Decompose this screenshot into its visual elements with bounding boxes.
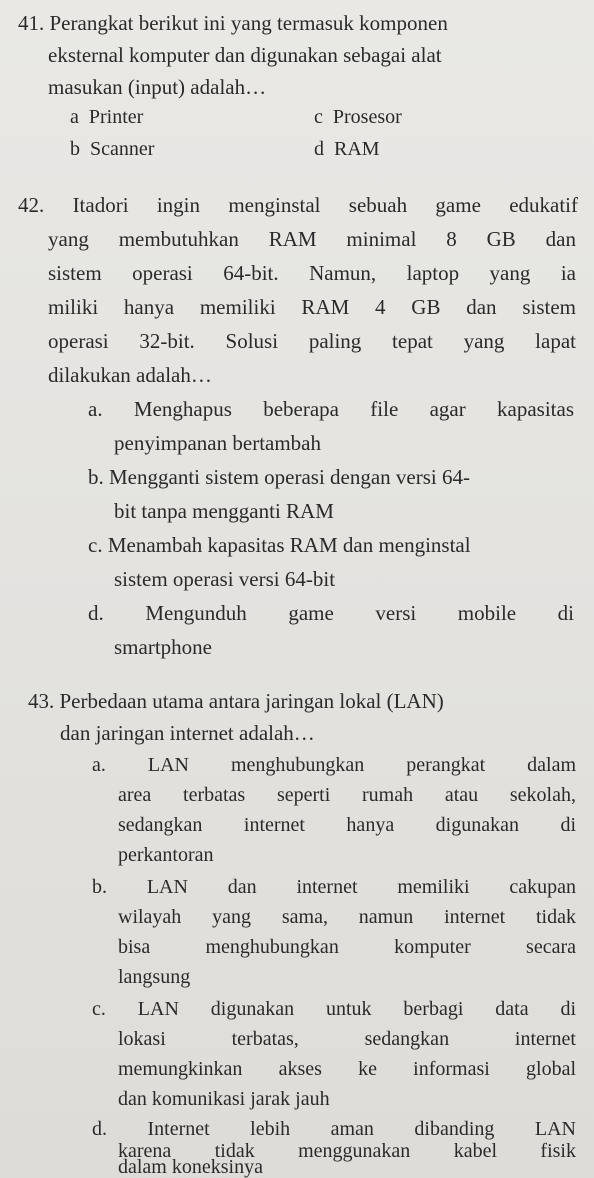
question-42-stem-line-4: miliki hanya memiliki RAM 4 GB dan sistem xyxy=(48,295,576,319)
question-42-stem-line-3: sistem operasi 64-bit. Namun, laptop yang ia xyxy=(48,261,576,285)
option-41-b: b Scanner xyxy=(70,138,155,160)
question-42-number: 42. xyxy=(18,193,45,217)
question-42-stem-line-6: dilakukan adalah… xyxy=(48,363,212,387)
option-41-a: a Printer xyxy=(70,106,144,128)
option-42-a-line-1: a. Menghapus beberapa file agar kapasitas xyxy=(88,397,574,421)
option-43-c-line-1: c. LAN digunakan untuk berbagi data di xyxy=(92,998,577,1020)
option-42-d-line-1: d. Mengunduh game versi mobile di xyxy=(88,601,574,625)
option-42-b-line-1: b. Mengganti sistem operasi dengan versi 64- xyxy=(88,465,470,489)
question-41-stem-line-1: 41. Perangkat berikut ini yang termasuk komponen xyxy=(18,11,448,35)
option-43-d-line-3: dalam koneksinya xyxy=(118,1156,263,1178)
option-43-b-line-3: bisa menghubungkan komputer secara xyxy=(118,936,576,958)
option-43-c-line-3: memungkinkan akses ke informasi global xyxy=(118,1058,576,1080)
question-43-stem-line-1: 43. Perbedaan utama antara jaringan lokal (LAN) xyxy=(28,689,444,713)
question-42-stem-line-1: 42. Itadori ingin menginstal sebuah game edukatif xyxy=(18,193,579,217)
option-43-a-line-1: a. LAN menghubungkan perangkat dalam xyxy=(92,754,576,776)
option-42-b-line-2: bit tanpa mengganti RAM xyxy=(114,499,334,523)
option-43-b-line-4: langsung xyxy=(118,966,191,988)
question-41-stem-line-2: eksternal komputer dan digunakan sebagai alat xyxy=(48,43,442,67)
option-43-c-line-2: lokasi terbatas, sedangkan internet xyxy=(118,1028,576,1050)
question-43-stem-line-2: dan jaringan internet adalah… xyxy=(60,721,315,745)
option-42-c-line-2: sistem operasi versi 64-bit xyxy=(114,567,336,591)
question-42-stem-line-2: yang membutuhkan RAM minimal 8 GB dan xyxy=(48,227,576,251)
question-41-stem-line-3: masukan (input) adalah… xyxy=(48,75,267,99)
option-43-b-line-2: wilayah yang sama, namun internet tidak xyxy=(118,906,576,928)
option-42-a-line-2: penyimpanan bertambah xyxy=(114,431,322,455)
question-43-number: 43. xyxy=(28,689,55,713)
option-43-c-line-4: dan komunikasi jarak jauh xyxy=(118,1088,330,1110)
option-41-d: d RAM xyxy=(314,138,380,160)
option-42-c-line-1: c. Menambah kapasitas RAM dan menginstal xyxy=(88,533,471,557)
question-41-number: 41. xyxy=(18,11,45,35)
option-43-a-line-4: perkantoran xyxy=(118,844,214,866)
option-43-a-line-2: area terbatas seperti rumah atau sekolah, xyxy=(118,784,576,806)
option-41-c: c Prosesor xyxy=(314,106,402,128)
option-43-d-line-1: d. Internet lebih aman dibanding LAN xyxy=(92,1118,576,1140)
option-42-d-line-2: smartphone xyxy=(114,635,212,659)
option-43-d-line-2: karena tidak menggunakan kabel fisik xyxy=(118,1140,576,1162)
option-43-b-line-1: b. LAN dan internet memiliki cakupan xyxy=(92,876,577,898)
option-43-a-line-3: sedangkan internet hanya digunakan di xyxy=(118,814,576,836)
question-42-stem-line-5: operasi 32-bit. Solusi paling tepat yang lapat xyxy=(48,329,576,353)
